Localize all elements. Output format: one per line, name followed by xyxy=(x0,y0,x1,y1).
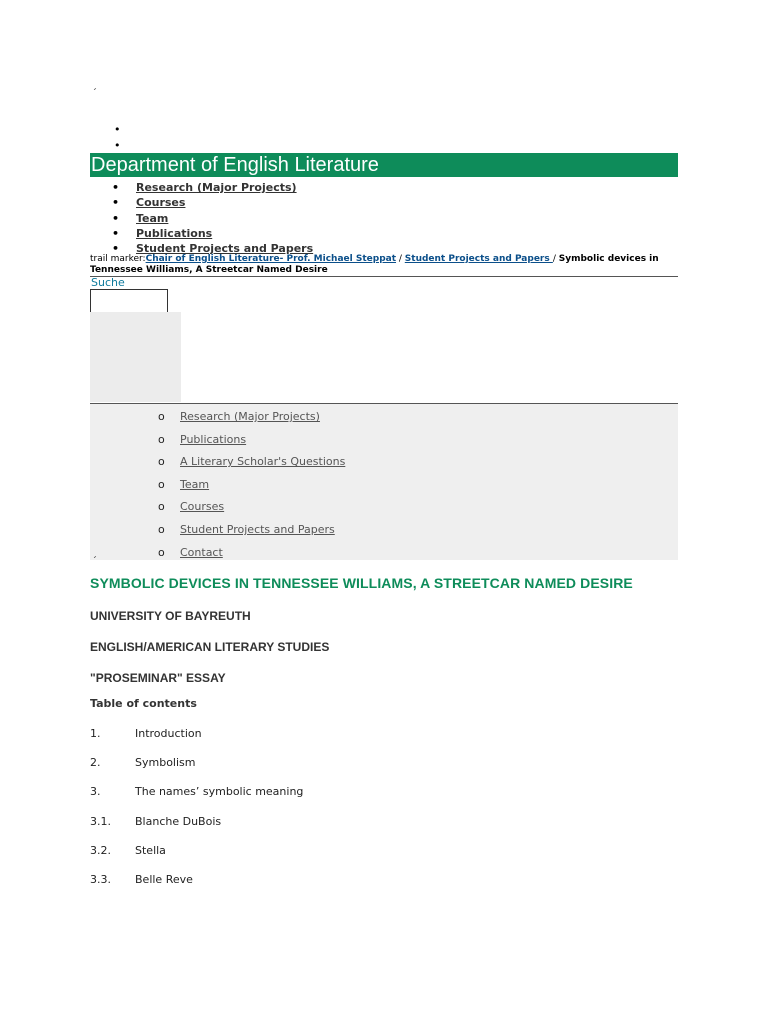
toc-number: 2. xyxy=(90,756,101,769)
toc-entry: Stella xyxy=(135,844,166,857)
toc-entry: Symbolism xyxy=(135,756,196,769)
side-nav xyxy=(158,407,345,565)
toc-number: 3.2. xyxy=(90,844,111,857)
top-nav-link-team[interactable]: Team xyxy=(136,211,169,225)
toc-entry: The names’ symbolic meaning xyxy=(135,785,304,798)
top-nav-item: • Research (Major Projects) xyxy=(112,181,297,194)
toc-number: 3. xyxy=(90,785,101,798)
toc-heading: Table of contents xyxy=(90,697,197,710)
essay-title: SYMBOLIC DEVICES IN TENNESSEE WILLIAMS, A STREETCAR NAMED DESIRE xyxy=(90,575,633,591)
breadcrumb-link-student-projects[interactable]: Student Projects and Papers xyxy=(404,254,553,264)
side-nav-link-student-projects[interactable]: Student Projects and Papers xyxy=(180,522,335,536)
top-nav-item: • Publications xyxy=(112,226,213,240)
breadcrumb-current: Symbolic devices in Tennessee Williams, A Streetcar Named Desire xyxy=(90,254,659,275)
breadcrumb xyxy=(90,254,670,276)
top-nav-link-student-projects[interactable]: Student Projects and Papers xyxy=(136,242,314,256)
top-nav xyxy=(112,180,313,256)
top-nav-link-publications[interactable]: Publications xyxy=(136,226,213,240)
toc-number: 1. xyxy=(90,727,101,740)
essay-type: "PROSEMINAR" ESSAY xyxy=(90,671,226,685)
search-input[interactable] xyxy=(90,289,168,313)
search-panel xyxy=(90,312,181,402)
top-nav-item: • Student Projects and Papers xyxy=(112,242,314,256)
search-label: Suche xyxy=(91,276,125,289)
stray-mark: ´ xyxy=(92,556,97,567)
breadcrumb-separator: / xyxy=(552,254,559,264)
stray-mark: ´ xyxy=(92,88,97,99)
side-nav-link-contact[interactable]: Contact xyxy=(180,545,223,559)
side-nav-item: o Team xyxy=(158,477,210,491)
header-banner xyxy=(90,153,678,177)
side-nav-item: o Contact xyxy=(158,545,223,559)
site-title: Department of English Literature xyxy=(91,154,379,176)
university-name: UNIVERSITY OF BAYREUTH xyxy=(90,609,251,623)
side-nav-item: o A Literary Scholar's Questions xyxy=(158,455,346,469)
top-nav-link-research[interactable]: Research (Major Projects) xyxy=(136,181,297,194)
side-nav-item: o Courses xyxy=(158,500,225,514)
top-nav-item: • Team xyxy=(112,211,169,225)
side-nav-link-questions[interactable]: A Literary Scholar's Questions xyxy=(180,455,346,469)
toc-entry: Belle Reve xyxy=(135,873,193,886)
toc-number: 3.1. xyxy=(90,815,111,828)
toc-entry: Blanche DuBois xyxy=(135,815,222,828)
divider xyxy=(90,276,678,277)
empty-bullet: • xyxy=(114,139,121,152)
toc-entry: Introduction xyxy=(135,727,202,740)
side-nav-link-research[interactable]: Research (Major Projects) xyxy=(180,410,320,423)
toc-number: 3.3. xyxy=(90,873,111,886)
top-nav-link-courses[interactable]: Courses xyxy=(136,196,186,210)
side-nav-link-team[interactable]: Team xyxy=(180,477,210,491)
top-nav-item: • Courses xyxy=(112,196,186,210)
side-nav-link-publications[interactable]: Publications xyxy=(180,432,247,446)
breadcrumb-separator: / xyxy=(396,254,405,264)
breadcrumb-prefix: trail marker: xyxy=(90,254,146,264)
side-nav-item: o Publications xyxy=(158,432,247,446)
side-nav-link-courses[interactable]: Courses xyxy=(180,500,225,514)
department-name: ENGLISH/AMERICAN LITERARY STUDIES xyxy=(90,640,330,654)
breadcrumb-link-chair[interactable]: Chair of English Literature- Prof. Michael Steppat xyxy=(145,254,397,264)
empty-bullet: • xyxy=(114,123,121,136)
side-nav-item: o Student Projects and Papers xyxy=(158,522,335,536)
side-nav-item: o Research (Major Projects) xyxy=(158,410,320,423)
